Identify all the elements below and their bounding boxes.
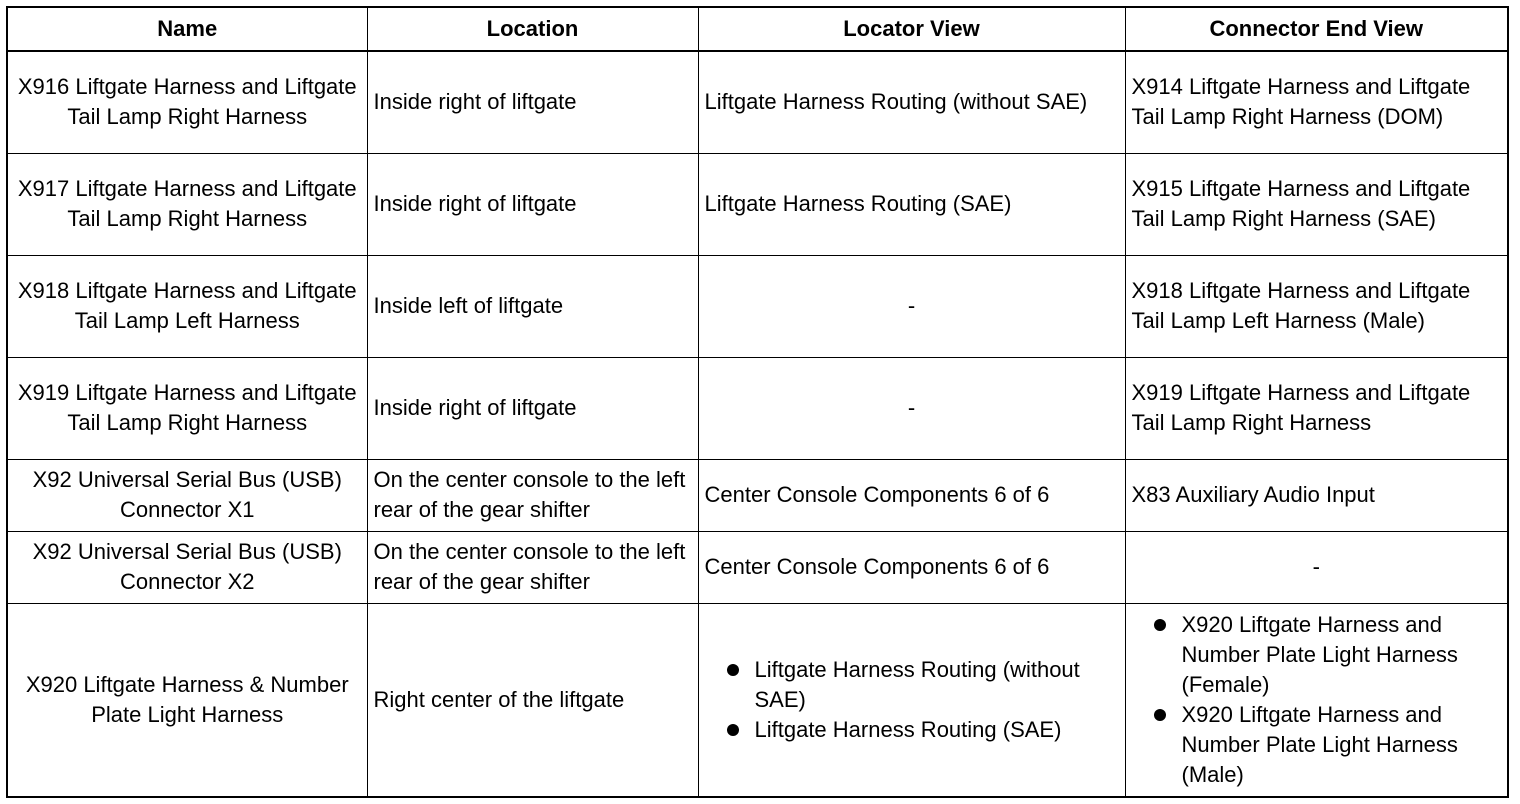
- cell-locator-view: Center Console Components 6 of 6: [698, 459, 1125, 531]
- cell-location: Right center of the liftgate: [367, 603, 698, 797]
- header-name: Name: [7, 7, 367, 51]
- cell-location: Inside right of liftgate: [367, 51, 698, 153]
- cell-name: X918 Liftgate Harness and Liftgate Tail Lamp Left Harness: [7, 255, 367, 357]
- table-row: [7, 459, 1508, 531]
- cell-location: On the center console to the left rear of the gear shifter: [367, 459, 698, 531]
- list-item: X920 Liftgate Harness and Number Plate Light Harness (Male): [1150, 700, 1502, 790]
- cell-locator-view: Center Console Components 6 of 6: [698, 531, 1125, 603]
- cell-connector-end-view: X914 Liftgate Harness and Liftgate Tail Lamp Right Harness (DOM): [1125, 51, 1508, 153]
- cell-locator-view: [698, 603, 1125, 797]
- cell-name: X919 Liftgate Harness and Liftgate Tail Lamp Right Harness: [7, 357, 367, 459]
- table-row: [7, 603, 1508, 797]
- cell-location: Inside left of liftgate: [367, 255, 698, 357]
- table-row: [7, 51, 1508, 153]
- cell-location: Inside right of liftgate: [367, 153, 698, 255]
- table-row: [7, 153, 1508, 255]
- cell-connector-end-view: X919 Liftgate Harness and Liftgate Tail Lamp Right Harness: [1125, 357, 1508, 459]
- header-row: [7, 7, 1508, 51]
- locator-view-list: [705, 655, 1119, 745]
- cell-locator-view: Liftgate Harness Routing (without SAE): [698, 51, 1125, 153]
- cell-name: X92 Universal Serial Bus (USB) Connector X2: [7, 531, 367, 603]
- list-item: Liftgate Harness Routing (SAE): [723, 715, 1119, 745]
- cell-name: X920 Liftgate Harness & Number Plate Light Harness: [7, 603, 367, 797]
- cell-connector-end-view: [1125, 603, 1508, 797]
- cell-locator-view: -: [698, 357, 1125, 459]
- cell-connector-end-view: -: [1125, 531, 1508, 603]
- connector-end-view-list: [1132, 610, 1502, 790]
- cell-location: Inside right of liftgate: [367, 357, 698, 459]
- table-row: [7, 255, 1508, 357]
- cell-locator-view: Liftgate Harness Routing (SAE): [698, 153, 1125, 255]
- connector-table: [6, 6, 1509, 798]
- header-location: Location: [367, 7, 698, 51]
- cell-name: X92 Universal Serial Bus (USB) Connector X1: [7, 459, 367, 531]
- table-row: [7, 357, 1508, 459]
- list-item: Liftgate Harness Routing (without SAE): [723, 655, 1119, 715]
- table-row: [7, 531, 1508, 603]
- header-connector-end-view: Connector End View: [1125, 7, 1508, 51]
- list-item: X920 Liftgate Harness and Number Plate Light Harness (Female): [1150, 610, 1502, 700]
- cell-connector-end-view: X915 Liftgate Harness and Liftgate Tail Lamp Right Harness (SAE): [1125, 153, 1508, 255]
- cell-connector-end-view: X918 Liftgate Harness and Liftgate Tail Lamp Left Harness (Male): [1125, 255, 1508, 357]
- cell-name: X916 Liftgate Harness and Liftgate Tail Lamp Right Harness: [7, 51, 367, 153]
- cell-locator-view: -: [698, 255, 1125, 357]
- header-locator-view: Locator View: [698, 7, 1125, 51]
- cell-location: On the center console to the left rear of the gear shifter: [367, 531, 698, 603]
- cell-connector-end-view: X83 Auxiliary Audio Input: [1125, 459, 1508, 531]
- cell-name: X917 Liftgate Harness and Liftgate Tail Lamp Right Harness: [7, 153, 367, 255]
